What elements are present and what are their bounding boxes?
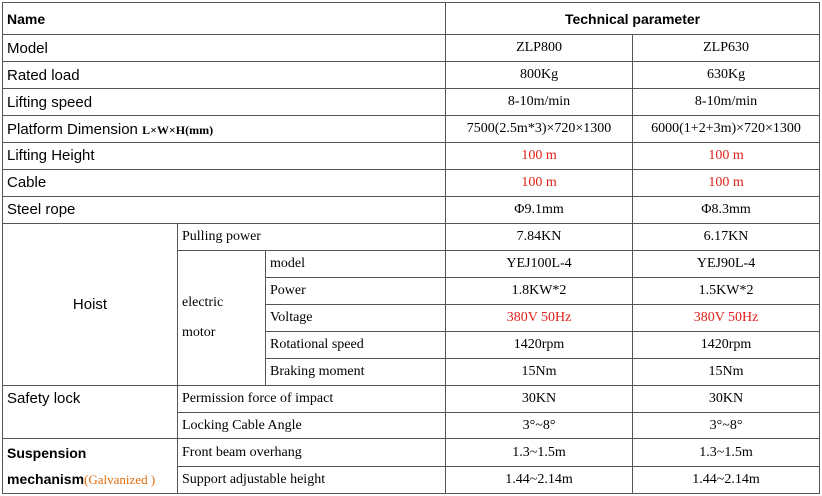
row-label-platform-dimension <box>3 116 446 143</box>
table-row <box>3 223 820 250</box>
suspension-label <box>3 439 178 494</box>
platform-dimension-a: 7500(2.5m*3)×720×1300 <box>446 116 633 143</box>
motor-model-b: YEJ90L-4 <box>633 250 820 277</box>
angle-b: 3°~8° <box>633 412 820 439</box>
braking-moment-label: Braking moment <box>266 358 446 385</box>
rated-load-b: 630Kg <box>633 62 820 89</box>
suspension-label-line1: Suspension <box>7 444 87 461</box>
lifting-height-b: 100 m <box>633 143 820 170</box>
cable-b: 100 m <box>633 169 820 196</box>
braking-moment-a: 15Nm <box>446 358 633 385</box>
motor-model-label: model <box>266 250 446 277</box>
overhang-b: 1.3~1.5m <box>633 439 820 466</box>
platform-dimension-unit: L×W×H(mm) <box>142 122 214 137</box>
row-label-steel-rope: Steel rope <box>3 196 446 223</box>
pulling-power-b: 6.17KN <box>633 223 820 250</box>
platform-dimension-b: 6000(1+2+3m)×720×1300 <box>633 116 820 143</box>
table-row <box>3 439 820 466</box>
motor-power-b: 1.5KW*2 <box>633 277 820 304</box>
electric-motor-label-line1: electric <box>182 294 224 310</box>
row-label-cable: Cable <box>3 169 446 196</box>
motor-power-label: Power <box>266 277 446 304</box>
motor-model-a: YEJ100L-4 <box>446 250 633 277</box>
rated-load-a: 800Kg <box>446 62 633 89</box>
cable-a: 100 m <box>446 169 633 196</box>
row-label-lifting-height: Lifting Height <box>3 143 446 170</box>
model-a: ZLP800 <box>446 35 633 62</box>
table-row <box>3 62 820 89</box>
row-label-lifting-speed: Lifting speed <box>3 89 446 116</box>
motor-voltage-label: Voltage <box>266 304 446 331</box>
table-row <box>3 89 820 116</box>
motor-voltage-a: 380V 50Hz <box>446 304 633 331</box>
hoist-label: Hoist <box>3 223 178 385</box>
angle-a: 3°~8° <box>446 412 633 439</box>
table-row <box>3 35 820 62</box>
header-technical: Technical parameter <box>446 3 820 35</box>
overhang-a: 1.3~1.5m <box>446 439 633 466</box>
pulling-power-a: 7.84KN <box>446 223 633 250</box>
lifting-height-a: 100 m <box>446 143 633 170</box>
angle-label: Locking Cable Angle <box>178 412 446 439</box>
rotational-speed-label: Rotational speed <box>266 331 446 358</box>
table-row <box>3 196 820 223</box>
suspension-label-line2: mechanism <box>7 470 85 487</box>
support-height-label: Support adjustable height <box>178 466 446 493</box>
table-row <box>3 169 820 196</box>
impact-b: 30KN <box>633 385 820 412</box>
braking-moment-b: 15Nm <box>633 358 820 385</box>
rotational-speed-a: 1420rpm <box>446 331 633 358</box>
steel-rope-b: Φ8.3mm <box>633 196 820 223</box>
table-row <box>3 143 820 170</box>
motor-power-a: 1.8KW*2 <box>446 277 633 304</box>
impact-a: 30KN <box>446 385 633 412</box>
impact-label: Permission force of impact <box>178 385 446 412</box>
electric-motor-label <box>178 250 266 385</box>
safety-lock-label: Safety lock <box>3 385 178 439</box>
electric-motor-label-line2: motor <box>182 324 216 340</box>
support-height-a: 1.44~2.14m <box>446 466 633 493</box>
overhang-label: Front beam overhang <box>178 439 446 466</box>
model-b: ZLP630 <box>633 35 820 62</box>
steel-rope-a: Φ9.1mm <box>446 196 633 223</box>
spec-table <box>2 2 820 494</box>
rotational-speed-b: 1420rpm <box>633 331 820 358</box>
header-name: Name <box>3 3 446 35</box>
platform-dimension-label: Platform Dimension <box>7 120 138 138</box>
header-row <box>3 3 820 35</box>
galvanized-note: (Galvanized ) <box>84 471 156 487</box>
row-label-rated-load: Rated load <box>3 62 446 89</box>
table-row <box>3 116 820 143</box>
motor-voltage-b: 380V 50Hz <box>633 304 820 331</box>
lifting-speed-a: 8-10m/min <box>446 89 633 116</box>
row-label-model: Model <box>3 35 446 62</box>
table-row <box>3 385 820 412</box>
lifting-speed-b: 8-10m/min <box>633 89 820 116</box>
pulling-power-label: Pulling power <box>178 223 446 250</box>
support-height-b: 1.44~2.14m <box>633 466 820 493</box>
